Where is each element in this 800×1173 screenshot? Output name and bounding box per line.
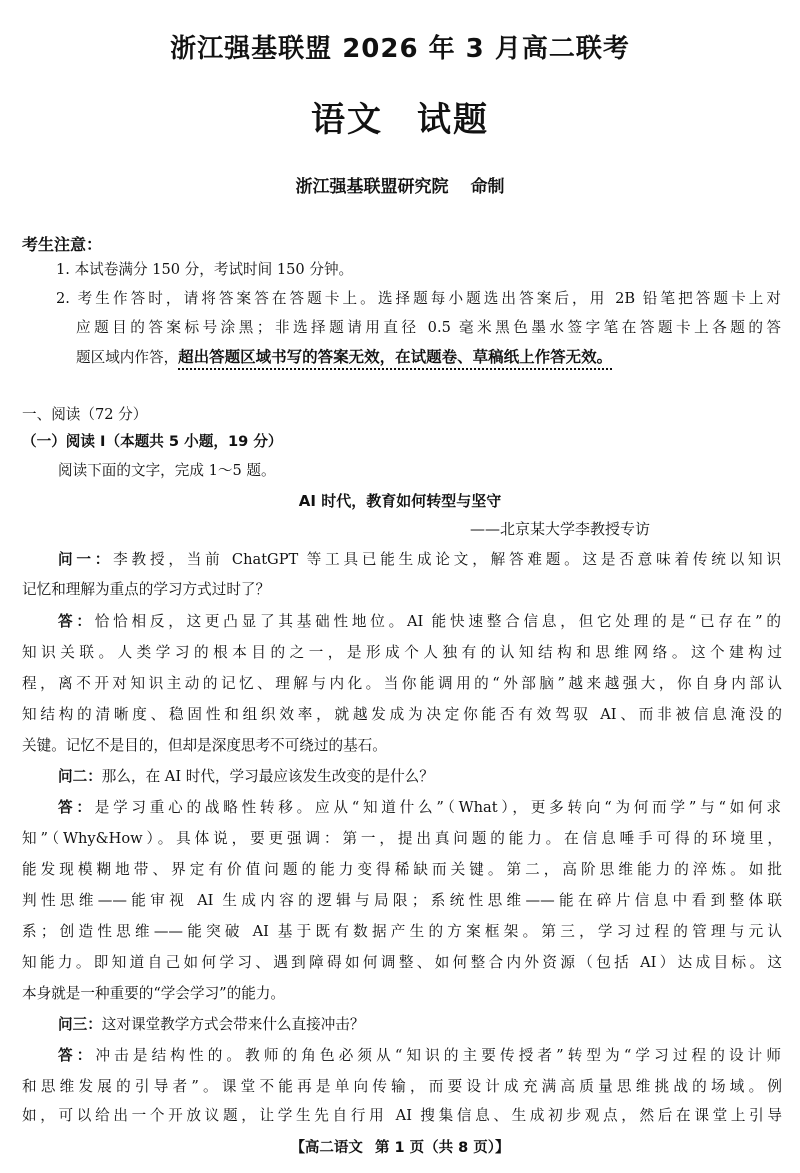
reading-instruction: 阅读下面的文字，完成 1～5 题。: [58, 462, 276, 479]
notice-item-2-prefix: 题区域内作答，: [76, 349, 179, 366]
answer-label: 答：: [58, 1047, 96, 1064]
section-heading: 一、阅读（72 分）: [22, 406, 148, 423]
publisher-org: 浙江强基联盟研究院: [295, 177, 449, 197]
answer-1-line-5: 关键。记忆不是目的，但却是深度思考不可绕过的基石。: [22, 737, 387, 754]
answer-3-line-2: 和思维发展的引导者”。课堂不能再是单向传输，而要设计成充满高质量思维挑战的场域。例: [22, 1078, 782, 1095]
answer-label: 答：: [58, 799, 95, 816]
answer-3-line-3: 如，可以给出一个开放议题，让学生先自行用 AI 搜集信息、生成初步观点，然后在课堂上引导: [22, 1107, 782, 1124]
notice-emphasis: 超出答题区域书写的答案无效，在试题卷、草稿纸上作答无效。: [178, 348, 613, 366]
answer-2-line-6: 知能力。即知道自己如何学习、遇到障碍如何调整、如何整合内外资源（包括 AI）达成目标。这: [22, 954, 782, 971]
answer-text: 恰恰相反，这更凸显了其基础性地位。AI 能快速整合信息，但它处理的是“已存在”的: [94, 613, 781, 630]
question-text: 李教授，当前 ChatGPT 等工具已能生成论文，解答难题。这是否意味着传统以知识: [113, 551, 781, 568]
question-label: 问一：: [58, 551, 114, 568]
subject-title: [0, 92, 800, 141]
paper-name: 试题: [417, 100, 489, 140]
answer-text: 冲击是结构性的。教师的角色必须从“知识的主要传授者”转型为“学习过程的设计师: [95, 1047, 781, 1064]
answer-1-line-1: [58, 612, 781, 632]
page-footer: [0, 1136, 800, 1157]
notice-item-2-line-1: 2. 考生作答时，请将答案答在答题卡上。选择题每小题选出答案后，用 2B 铅笔把答题卡上对: [56, 290, 781, 307]
answer-label: 答：: [58, 613, 95, 630]
answer-text: 是学习重心的战略性转移。应从“知道什么”（What），更多转向“为何而学”与“如何求: [94, 799, 781, 816]
footer-subject: 【高二语文: [290, 1140, 363, 1156]
question-label: 问三：: [58, 1016, 102, 1033]
question-label: 问二：: [58, 768, 102, 785]
answer-2-line-5: 系；创造性思维——能突破 AI 基于既有数据产生的方案框架。第三，学习过程的管理与元认: [22, 923, 782, 940]
question-text: 这对课堂教学方式会带来什么直接冲击？: [101, 1016, 365, 1033]
article-byline: ——北京某大学李教授专访: [470, 520, 651, 538]
question-2-line-1: [58, 767, 781, 787]
exam-title: 浙江强基联盟 2026 年 3 月高二联考: [170, 34, 630, 64]
question-1-line-2: 记忆和理解为重点的学习方式过时了？: [22, 581, 271, 598]
answer-1-line-4: 知结构的清晰度、稳固性和组织效率，就越发成为决定你能否有效驾驭 AI、而非被信息淹没的: [22, 706, 782, 723]
question-text: 那么，在 AI 时代，学习最应该发生改变的是什么？: [101, 768, 434, 785]
notice-item-1: 1. 本试卷满分 150 分，考试时间 150 分钟。: [56, 261, 354, 278]
publisher-made: 命制: [470, 177, 505, 197]
answer-1-line-2: 知识关联。人类学习的根本目的之一，是形成个人独有的认知结构和思维网络。这个建构过: [22, 644, 782, 661]
answer-2-line-3: 能发现模糊地带、界定有价值问题的能力变得稀缺而关键。第二，高阶思维能力的淬炼。如批: [22, 861, 782, 878]
answer-2-line-2: 知”（Why&How）。具体说，要更强调：第一，提出真问题的能力。在信息唾手可得的环境里，: [22, 830, 782, 847]
publisher-line: [0, 172, 800, 197]
subsection-heading: （一）阅读 Ⅰ（本题共 5 小题，19 分）: [22, 433, 283, 450]
article-title: AI 时代，教育如何转型与坚守: [298, 492, 502, 510]
answer-2-line-7: 本身就是一种重要的“学会学习”的能力。: [22, 985, 286, 1002]
question-3-line-1: [58, 1015, 781, 1035]
footer-page-number: 第 1 页（共 8 页）】: [374, 1140, 510, 1156]
notice-item-2-line-2: 应题目的答案标号涂黑；非选择题请用直径 0.5 毫米黑色墨水签字笔在答题卡上各题的答: [76, 319, 781, 336]
answer-2-line-4: 判性思维——能审视 AI 生成内容的逻辑与局限；系统性思维——能在碎片信息中看到整体联: [22, 892, 782, 909]
answer-3-line-1: [58, 1046, 781, 1066]
notice-heading: 考生注意：: [22, 235, 103, 254]
question-1-line-1: [58, 550, 781, 570]
answer-1-line-3: 程，离不开对知识主动的记忆、理解与内化。当你能调用的“外部脑”越来越强大，你自身内部认: [22, 675, 782, 692]
answer-2-line-1: [58, 798, 781, 818]
subject-name: 语文: [311, 100, 383, 140]
notice-item-2-line-3: [76, 347, 781, 368]
